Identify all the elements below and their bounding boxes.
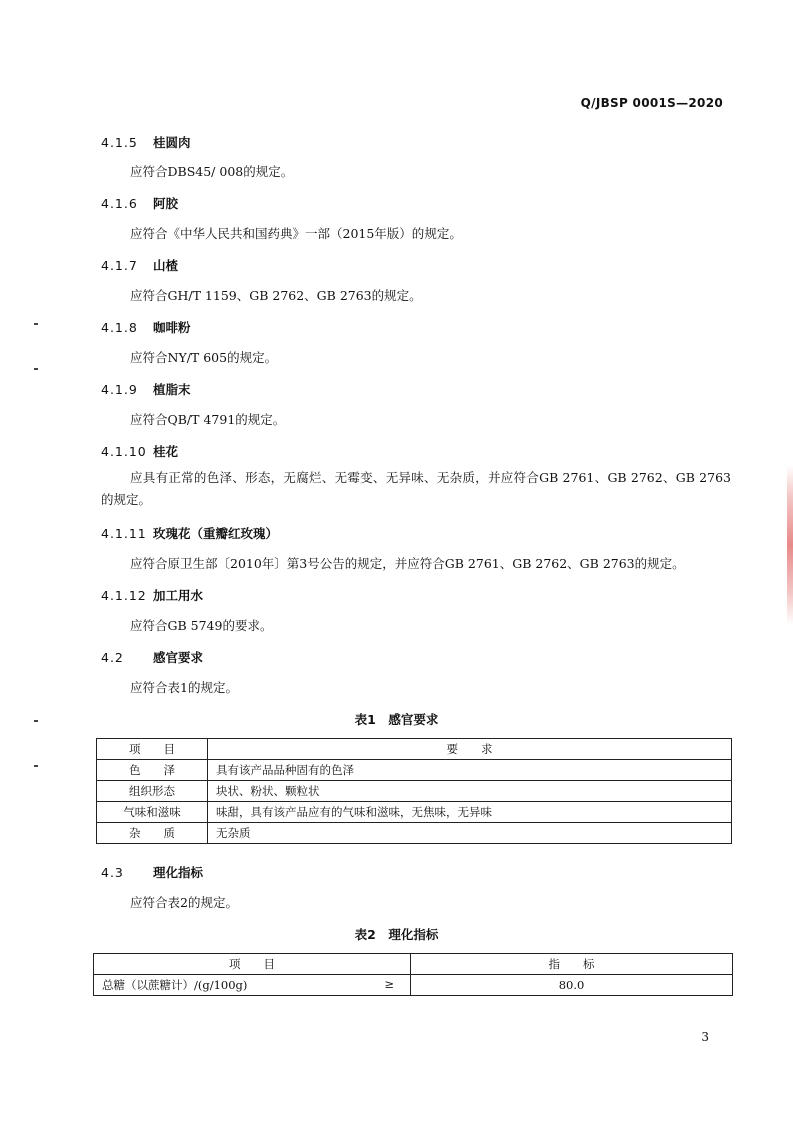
table2-caption: 表2 理化指标 <box>354 927 439 942</box>
section-heading-4-2 <box>101 648 203 666</box>
scan-mark <box>34 720 38 722</box>
table-cell: 块状、粉状、颗粒状 <box>208 781 732 802</box>
table-header-row <box>97 739 732 760</box>
scan-mark <box>34 765 38 767</box>
section-text-4-1-7: 应符合GH/T 1159、GB 2762、GB 2763的规定。 <box>130 288 422 303</box>
section-text-4-2: 应符合表1的规定。 <box>130 680 238 695</box>
table-cell <box>94 975 411 996</box>
section-text-4-1-8: 应符合NY/T 605的规定。 <box>130 350 278 365</box>
table-row <box>97 760 732 781</box>
section-title: 桂圆肉 <box>153 135 191 150</box>
section-heading-4-1-6 <box>101 194 178 212</box>
section-number: 4.1.10 <box>101 444 147 459</box>
section-number: 4.1.8 <box>101 320 138 335</box>
section-text-4-1-11: 应符合原卫生部〔2010年〕第3号公告的规定，并应符合GB 2761、GB 2762、GB 2763的规定。 <box>130 556 685 571</box>
section-heading-4-1-7 <box>101 256 178 274</box>
table-header-cell: 指 标 <box>411 954 733 975</box>
section-heading-4-1-9 <box>101 380 191 398</box>
table-header-cell: 项 目 <box>97 739 208 760</box>
section-number: 4.1.7 <box>101 258 138 273</box>
table-cell: 味甜，具有该产品应有的气味和滋味，无焦味，无异味 <box>208 802 732 823</box>
section-text-4-1-9: 应符合QB/T 4791的规定。 <box>130 412 286 427</box>
comparison-operator: ≥ <box>384 977 394 991</box>
section-heading-4-3 <box>101 863 203 881</box>
scan-mark <box>34 323 38 325</box>
section-number: 4.3 <box>101 865 124 880</box>
section-title: 加工用水 <box>153 588 204 603</box>
physicochemical-table <box>93 953 733 996</box>
section-heading-4-1-11 <box>101 524 278 542</box>
section-number: 4.1.12 <box>101 588 147 603</box>
seal-stamp-edge <box>787 465 793 625</box>
section-text-4-1-10: 应具有正常的色泽、形态，无腐烂、无霉变、无异味、无杂质，并应符合GB 2761、GB 2762、GB 2763的规定。 <box>101 470 731 507</box>
table1-caption: 表1 感官要求 <box>354 712 439 727</box>
table-header-cell: 项 目 <box>94 954 411 975</box>
section-title: 理化指标 <box>153 865 204 880</box>
section-title: 桂花 <box>153 444 179 459</box>
section-number: 4.1.11 <box>101 526 147 541</box>
section-title: 咖啡粉 <box>153 320 191 335</box>
section-text-4-1-5: 应符合DBS45/ 008的规定。 <box>130 164 294 179</box>
section-title: 阿胶 <box>153 196 179 211</box>
section-title: 山楂 <box>153 258 179 273</box>
section-number: 4.1.9 <box>101 382 138 397</box>
section-number: 4.2 <box>101 650 124 665</box>
section-heading-4-1-8 <box>101 318 191 336</box>
section-number: 4.1.5 <box>101 135 138 150</box>
section-text-4-3: 应符合表2的规定。 <box>130 895 238 910</box>
section-title: 感官要求 <box>153 650 204 665</box>
page-number: 3 <box>701 1030 709 1044</box>
section-number: 4.1.6 <box>101 196 138 211</box>
table-header-row <box>94 954 733 975</box>
table-row <box>97 781 732 802</box>
section-heading-4-1-5 <box>101 133 191 151</box>
table-row <box>97 802 732 823</box>
section-text-4-1-6: 应符合《中华人民共和国药典》一部（2015年版）的规定。 <box>130 226 462 241</box>
table-cell: 色 泽 <box>97 760 208 781</box>
section-heading-4-1-12 <box>101 586 203 604</box>
section-title: 玫瑰花（重瓣红玫瑰） <box>153 526 279 541</box>
table-cell: 杂 质 <box>97 823 208 844</box>
table-cell: 80.0 <box>411 975 733 996</box>
table-cell: 组织形态 <box>97 781 208 802</box>
table-cell: 无杂质 <box>208 823 732 844</box>
scan-mark <box>34 368 38 370</box>
section-text-4-1-12: 应符合GB 5749的要求。 <box>130 618 273 633</box>
section-heading-4-1-10 <box>101 442 178 460</box>
section-title: 植脂末 <box>153 382 191 397</box>
table-row <box>97 823 732 844</box>
table-cell: 具有该产品品种固有的色泽 <box>208 760 732 781</box>
sensory-requirements-table <box>96 738 732 844</box>
table-cell: 气味和滋味 <box>97 802 208 823</box>
table-header-cell: 要 求 <box>208 739 732 760</box>
item-label: 总糖（以蔗糖计）/(g/100g) <box>102 978 248 992</box>
table-row <box>94 975 733 996</box>
standard-code: Q/JBSP 0001S—2020 <box>580 96 723 110</box>
